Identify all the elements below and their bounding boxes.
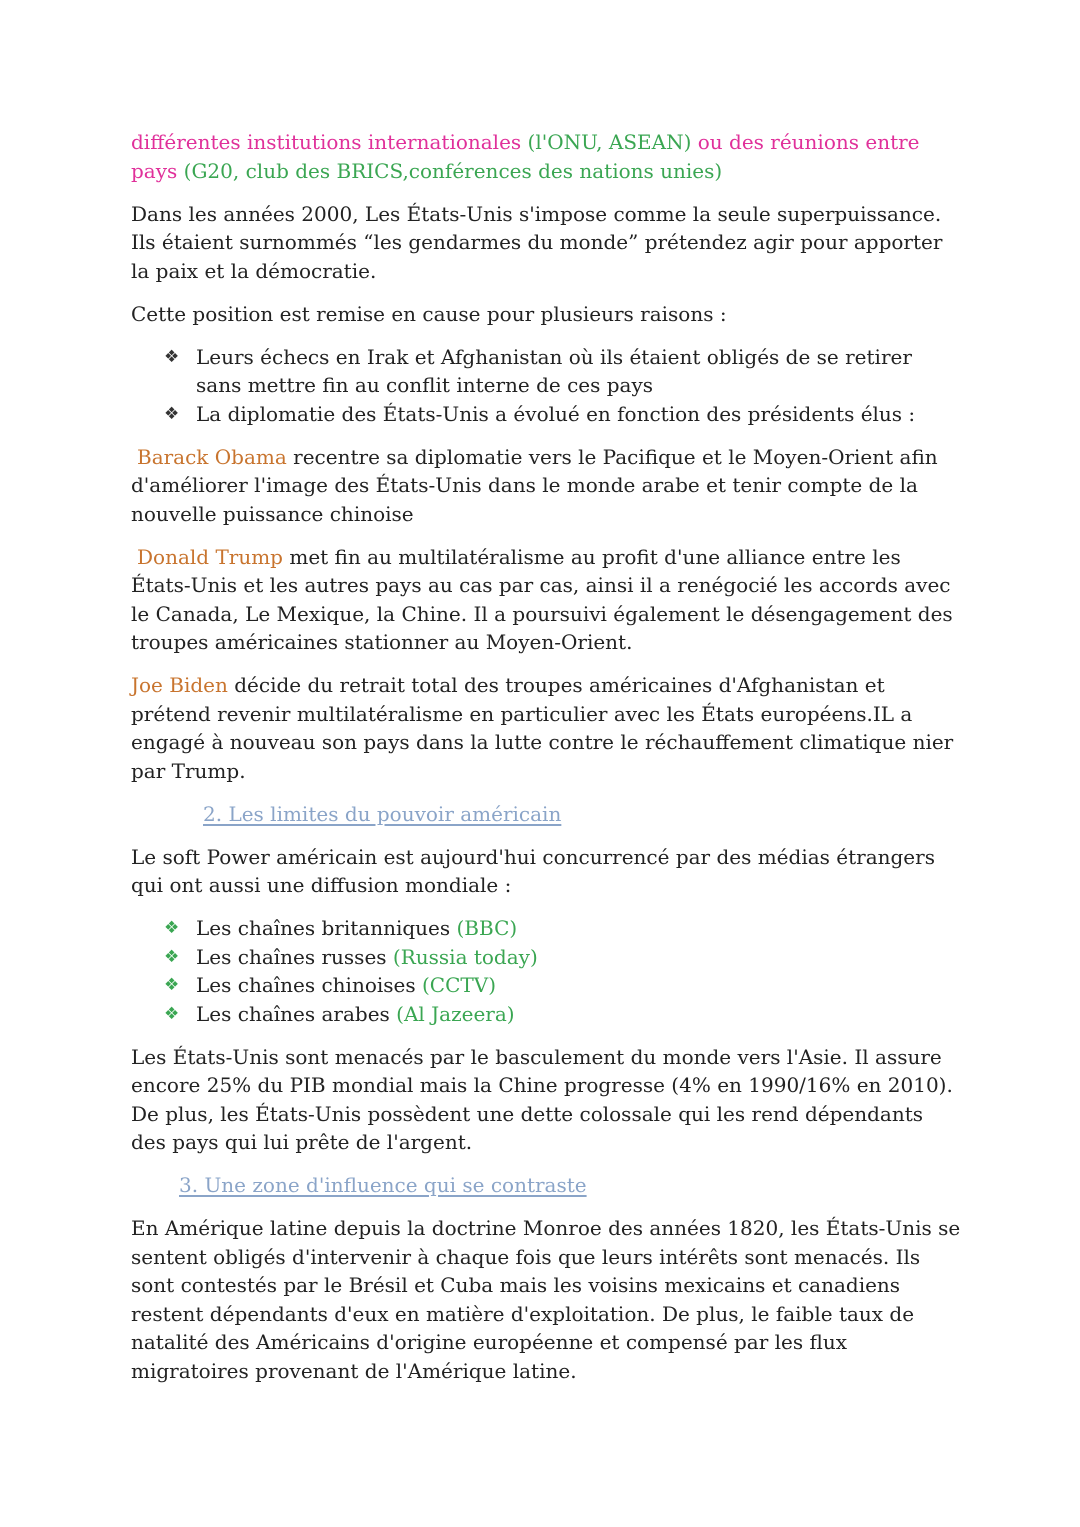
president-name-biden: Joe Biden	[131, 673, 228, 697]
media-item-text: Les chaînes britanniques	[196, 916, 457, 940]
document-page	[131, 128, 961, 1400]
paragraph-trump	[131, 543, 961, 657]
paragraph-latin-america: En Amérique latine depuis la doctrine Monroe des années 1820, les États-Unis se sentent obligés d'intervenir à chaque fois que leurs intérêts sont menacés. Ils sont contestés par le Brésil et Cuba mais les voisins mexicains et canadiens restent dépendants d'eux en matière d'exploitation. De plus, le faible taux de natalité des Américains d'origine européenne et compensé par les flux migratoires provenant de l'Amérique latine.	[131, 1216, 961, 1383]
list-item	[164, 400, 961, 429]
media-item-tag: (Al Jazeera)	[396, 1001, 515, 1026]
diamond-bullet-icon: ❖	[164, 346, 180, 367]
list-item	[164, 971, 961, 1000]
list-item-text: Leurs échecs en Irak et Afghanistan où ils étaient obligés de se retirer sans mettre fin au conflit interne de ces pays	[196, 344, 912, 397]
intro-institutions-examples: (l'ONU, ASEAN)	[527, 130, 692, 154]
list-item	[164, 343, 961, 400]
diamond-bullet-icon: ❖	[164, 1003, 180, 1024]
intro-paragraph	[131, 128, 961, 185]
biden-text: décide du retrait total des troupes américaines d'Afghanistan et prétend revenir multilatéralisme en particulier avec les États européens.IL a engagé à nouveau son pays dans la lutte contre le réchauffement climatique nier par Trump.	[131, 673, 954, 783]
section-heading-2: 2. Les limites du pouvoir américain	[203, 801, 562, 826]
diamond-bullet-icon: ❖	[164, 975, 180, 995]
intro-institutions-text: différentes institutions internationales	[131, 130, 528, 154]
media-item-tag: (CCTV)	[422, 973, 496, 997]
list-item	[164, 1000, 961, 1029]
diamond-bullet-icon: ❖	[164, 946, 180, 967]
media-item-tag: (Russia today)	[392, 944, 538, 969]
president-name-trump: Donald Trump	[137, 544, 283, 569]
paragraph-obama	[131, 443, 961, 529]
section-heading-3-wrapper	[131, 1171, 961, 1200]
diamond-bullet-icon: ❖	[164, 918, 180, 938]
paragraph-asia-shift: Les États-Unis sont menacés par le basculement du monde vers l'Asie. Il assure encore 25% du PIB mondial mais la Chine progresse (4% en 1990/16% en 2010). De plus, les États-Unis possèdent une dette colossale qui les rend dépendants des pays qui lui prête de l'argent.	[131, 1044, 953, 1154]
paragraph-biden	[131, 671, 961, 785]
media-item-text: Les chaînes chinoises	[196, 973, 422, 997]
paragraph-soft-power: Le soft Power américain est aujourd'hui concurrencé par des médias étrangers qui ont aussi une diffusion mondiale :	[131, 844, 935, 897]
section-heading-3: 3. Une zone d'influence qui se contraste	[179, 1173, 587, 1197]
list-item-text: La diplomatie des États-Unis a évolué en fonction des présidents élus :	[196, 401, 916, 426]
trump-text: met fin au multilatéralisme au profit d'une alliance entre les États-Unis et les autres pays au cas par cas, ainsi il a renégocié les accords avec le Canada, Le Mexique, la Chine. Il a poursuivi également le désengagement des troupes américaines stationner au Moyen-Orient.	[131, 544, 953, 654]
president-name-obama: Barack Obama	[137, 444, 287, 469]
list-item	[164, 914, 961, 943]
media-item-text: Les chaînes arabes	[196, 1001, 397, 1026]
section-heading-2-wrapper	[131, 800, 961, 829]
media-item-text: Les chaînes russes	[196, 944, 393, 969]
paragraph-superpower: Dans les années 2000, Les États-Unis s'impose comme la seule superpuissance. Ils étaient surnommés “les gendarmes du monde” prétendez agir pour apporter la paix et la démocratie.	[131, 201, 943, 283]
paragraph-position-questioned: Cette position est remise en cause pour plusieurs raisons :	[131, 301, 727, 326]
media-list	[131, 914, 961, 1028]
reasons-list	[131, 343, 961, 429]
list-item	[164, 943, 961, 972]
media-item-tag: (BBC)	[456, 916, 518, 940]
intro-meetings-text: ou des réunions entre pays	[131, 130, 920, 183]
obama-text: recentre sa diplomatie vers le Pacifique et le Moyen-Orient afin d'améliorer l'image des États-Unis dans le monde arabe et tenir compte de la nouvelle puissance chinoise	[131, 444, 938, 526]
diamond-bullet-icon: ❖	[164, 403, 180, 424]
intro-meetings-examples: (G20, club des BRICS,conférences des nations unies)	[183, 158, 723, 183]
